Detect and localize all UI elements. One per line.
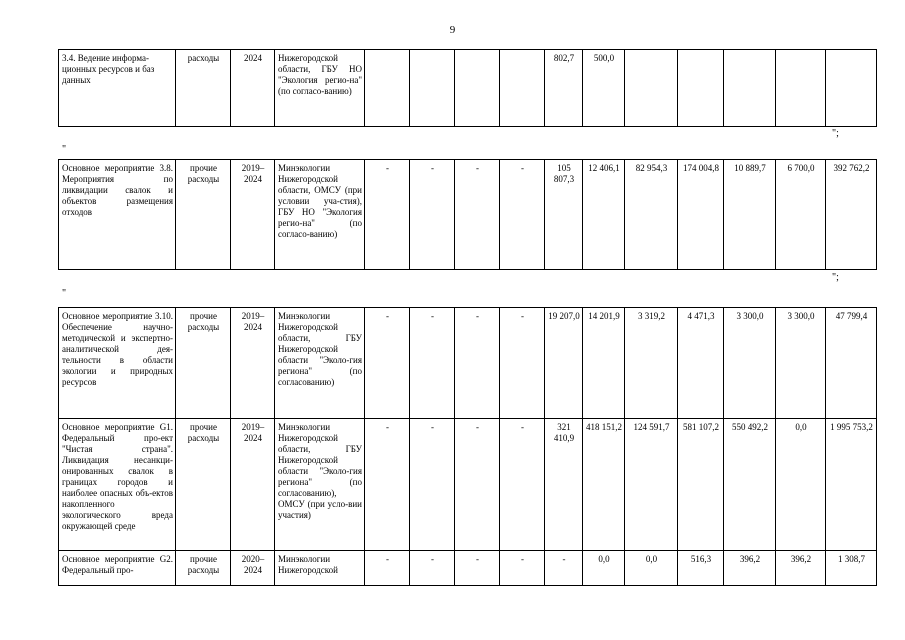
row-period: 2020–2024	[231, 551, 275, 586]
value-cell: -	[455, 419, 500, 551]
value-cell	[455, 50, 500, 127]
value-cell: -	[545, 551, 583, 586]
table-block-3	[58, 307, 877, 586]
row-name: Основное мероприятие 3.10. Обеспечение научно-методической и экспертно-аналитической дея-тельности в области экологии и природных ресурсов	[59, 308, 176, 419]
value-cell: 10 889,7	[724, 160, 776, 270]
value-cell: 82 954,3	[625, 160, 678, 270]
row-period: 2024	[231, 50, 275, 127]
row-type: прочие расходы	[176, 551, 231, 586]
value-cell	[776, 50, 826, 127]
value-cell: 396,2	[724, 551, 776, 586]
value-cell	[500, 50, 545, 127]
table-block-2	[58, 159, 877, 270]
row-type: прочие расходы	[176, 160, 231, 270]
value-cell	[365, 50, 410, 127]
closing-quote: ";	[832, 128, 839, 139]
value-cell: 3 300,0	[776, 308, 826, 419]
value-cell: 581 107,2	[678, 419, 724, 551]
value-cell: -	[365, 419, 410, 551]
value-cell: 392 762,2	[826, 160, 877, 270]
opening-quote: "	[62, 288, 67, 299]
value-cell: -	[365, 160, 410, 270]
value-cell: 6 700,0	[776, 160, 826, 270]
table-row	[59, 160, 877, 270]
table-row	[59, 419, 877, 551]
value-cell	[410, 50, 455, 127]
table-row	[59, 50, 877, 127]
value-cell: 1 995 753,2	[826, 419, 877, 551]
value-cell: -	[500, 160, 545, 270]
value-cell: 19 207,0	[545, 308, 583, 419]
value-cell	[724, 50, 776, 127]
row-type: расходы	[176, 50, 231, 127]
value-cell: -	[410, 551, 455, 586]
row-executor: Минэкологии Нижегородской области, ОМСУ (при условии уча-стия), ГБУ НО "Экология регио-на" (по согласо-ванию)	[275, 160, 365, 270]
value-cell: 0,0	[583, 551, 625, 586]
row-name: Основное мероприятие G1. Федеральный про-ект "Чистая страна". Ликвидация несанкци-онированных свалок в границах городов и наиболее опасных объ-ектов накопленного экологического вреда окружающей среде	[59, 419, 176, 551]
row-name: Основное мероприятие G2. Федеральный про-	[59, 551, 176, 586]
row-period: 2019–2024	[231, 419, 275, 551]
table-row	[59, 308, 877, 419]
opening-quote: "	[62, 144, 67, 155]
value-cell: 1 308,7	[826, 551, 877, 586]
value-cell: 550 492,2	[724, 419, 776, 551]
value-cell: -	[500, 308, 545, 419]
value-cell: 802,7	[545, 50, 583, 127]
row-period: 2019–2024	[231, 160, 275, 270]
value-cell: 4 471,3	[678, 308, 724, 419]
row-executor: Нижегородской области, ГБУ НО "Экология регио-на" (по согласо-ванию)	[275, 50, 365, 127]
row-executor: Минэкологии Нижегородской	[275, 551, 365, 586]
value-cell: -	[410, 308, 455, 419]
value-cell	[678, 50, 724, 127]
row-type: прочие расходы	[176, 308, 231, 419]
value-cell: 124 591,7	[625, 419, 678, 551]
value-cell: 3 319,2	[625, 308, 678, 419]
value-cell: 12 406,1	[583, 160, 625, 270]
value-cell: -	[455, 551, 500, 586]
row-name: 3.4. Ведение информа-ционных ресурсов и баз данных	[59, 50, 176, 127]
value-cell: 500,0	[583, 50, 625, 127]
page-number: 9	[449, 24, 456, 36]
table-row	[59, 551, 877, 586]
value-cell: -	[365, 551, 410, 586]
value-cell: 396,2	[776, 551, 826, 586]
row-name: Основное мероприятие 3.8. Мероприятия по ликвидации свалок и объектов размещения отходов	[59, 160, 176, 270]
value-cell: 14 201,9	[583, 308, 625, 419]
row-period: 2019–2024	[231, 308, 275, 419]
value-cell	[826, 50, 877, 127]
value-cell: -	[365, 308, 410, 419]
value-cell: -	[455, 160, 500, 270]
value-cell: 321 410,9	[545, 419, 583, 551]
value-cell: -	[455, 308, 500, 419]
value-cell: 516,3	[678, 551, 724, 586]
value-cell	[625, 50, 678, 127]
table-block-1	[58, 49, 877, 127]
value-cell: -	[500, 551, 545, 586]
value-cell: -	[500, 419, 545, 551]
value-cell: -	[410, 419, 455, 551]
value-cell: 0,0	[625, 551, 678, 586]
row-executor: Минэкологии Нижегородской области, ГБУ Нижегородской области "Эколо-гия региона" (по согласованию), ОМСУ (при усло-вии участия)	[275, 419, 365, 551]
value-cell: 174 004,8	[678, 160, 724, 270]
value-cell: 418 151,2	[583, 419, 625, 551]
value-cell: 3 300,0	[724, 308, 776, 419]
value-cell: 47 799,4	[826, 308, 877, 419]
closing-quote: ";	[832, 272, 839, 283]
value-cell: 105 807,3	[545, 160, 583, 270]
value-cell: 0,0	[776, 419, 826, 551]
value-cell: -	[410, 160, 455, 270]
row-executor: Минэкологии Нижегородской области, ГБУ Нижегородской области "Эколо-гия региона" (по согласованию)	[275, 308, 365, 419]
row-type: прочие расходы	[176, 419, 231, 551]
